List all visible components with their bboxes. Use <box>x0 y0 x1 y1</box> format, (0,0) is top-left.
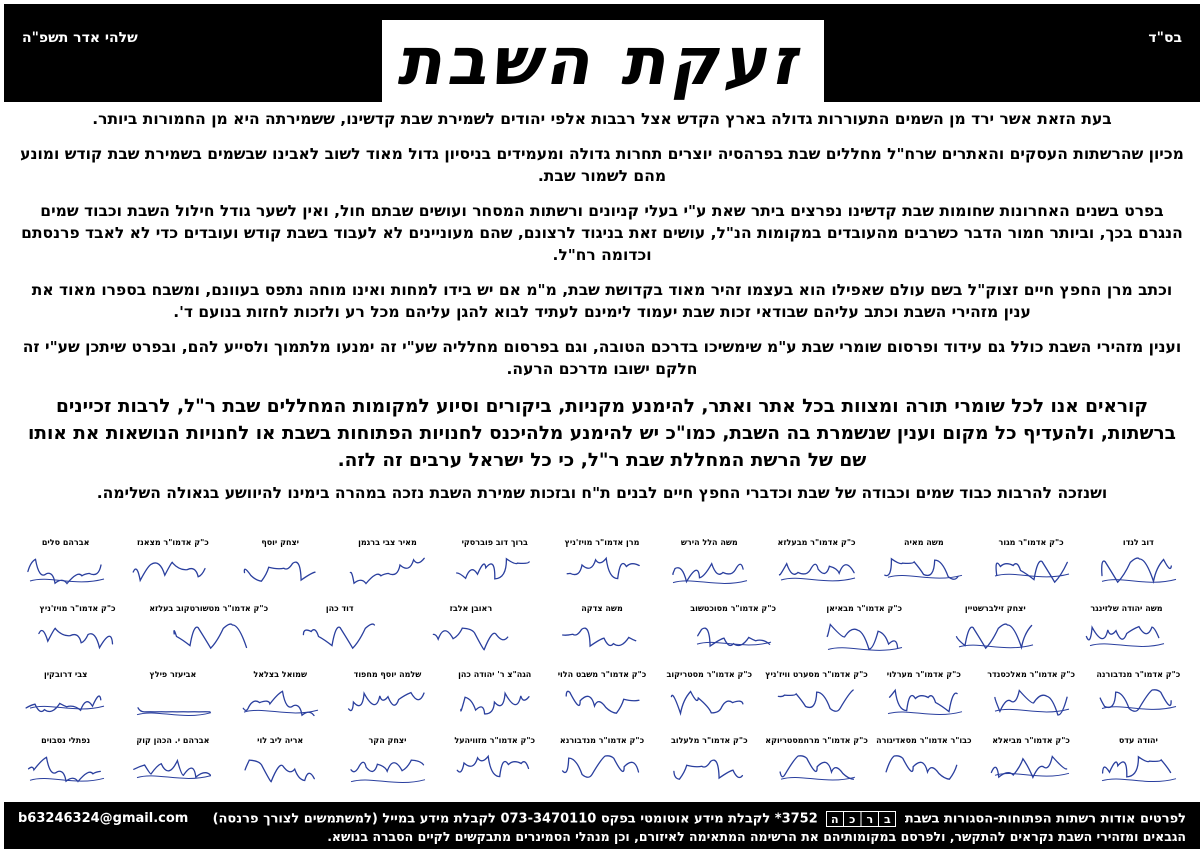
badge-letter: כ <box>849 813 856 826</box>
signer-name: כ"ק אדמו"ר מזוויהעל <box>454 736 536 745</box>
signature <box>870 736 977 796</box>
signature <box>536 604 667 664</box>
signer-name: יצחק יוסף <box>261 538 300 547</box>
handwritten-signature-icon <box>449 748 541 788</box>
handwritten-signature-icon <box>1092 748 1184 788</box>
signature <box>227 538 334 598</box>
signer-name: כ"ק אדמו"ר מערלוי <box>886 670 961 679</box>
paragraph: וענין מזהירי השבת כולל גם עידוד ופרסום שומרי שבת ע"מ שימשיכו בדרכם הטובה, וגם בפרסום מחלליה שע"י זה ימנעו מלתמוך ולסייע להם, ובפרט שיתכן שע"י זה חלקם ישובו מדרכם הרעה. <box>22 338 1182 378</box>
signature <box>656 538 763 598</box>
handwritten-signature-icon <box>127 550 219 590</box>
footer-code: 3752* <box>774 811 818 827</box>
handwritten-signature-icon <box>556 682 648 722</box>
closing-line: ושנזכה להרבות כבוד שמים וכבודה של שבת וכדברי החפץ חיים לבנים ת"ח ובזכות שמירת השבת נזכה במהרה בימינו להיוושע בגאולה השלימה. <box>96 484 1108 502</box>
signer-name: אריה ליב לוי <box>257 736 304 745</box>
signature <box>143 604 274 664</box>
signer-name: אברהם י. הכהן קוק <box>136 736 210 745</box>
signer-name: שמואל בצלאל <box>253 670 308 679</box>
footer-intro: לפרטים אודות רשתות הפתוחות-הסגורות בשבת <box>904 811 1186 827</box>
handwritten-signature-icon <box>32 616 124 656</box>
signer-name: כ"ק אדמו"ר מנדבורנה <box>1096 670 1181 679</box>
signature <box>870 538 977 598</box>
badge-letter: ב <box>884 813 891 826</box>
signer-name: ראובן אלבז <box>449 604 493 613</box>
signature <box>656 736 763 796</box>
signature-row <box>12 538 1192 598</box>
handwritten-signature-icon <box>20 550 112 590</box>
handwritten-signature-icon <box>163 616 255 656</box>
handwritten-signature-icon <box>818 616 910 656</box>
handwritten-signature-icon <box>1092 550 1184 590</box>
body-text <box>18 108 1186 504</box>
signature <box>1085 736 1192 796</box>
handwritten-signature-icon <box>449 682 541 722</box>
signature-row <box>12 736 1192 796</box>
footer-note: הגבאים ומזהירי השבת נקראים להתקשר, ולפרסם במקומותיהם את הרשימה המתאימה לאיזורם, וכן מנהלי הסמינרים מתבקשים לקיים הסברה בנושא. <box>327 829 1186 844</box>
signer-name: נפתלי נסבוים <box>41 736 91 745</box>
signature <box>763 736 870 796</box>
signature <box>656 670 763 730</box>
signer-name: כ"ק אדמו"ר מלעלוב <box>670 736 748 745</box>
handwritten-signature-icon <box>878 682 970 722</box>
signature <box>548 736 655 796</box>
signature <box>763 538 870 598</box>
signature <box>334 736 441 796</box>
paragraph: בפרט בשנים האחרונות שחומות שבת קדשינו נפרצים ביתר שאת ע"י בעלי קניונים ורשתות המסחר ועושים שבתם חול, ואין לשער גודל חילול השבת וכבוד שמים הנגרם בכך, וביותר חמור הדבר כשרבים מהעובדים במקומות הנ"ל, עושים זאת בניגוד לרצונם, שהם מעוניינים לא לעבוד בשבת קודש ועובדים כדי לא לאבד פרנסתם וכדומה רח"ל. <box>21 202 1183 264</box>
handwritten-signature-icon <box>425 616 517 656</box>
handwritten-signature-icon <box>127 748 219 788</box>
handwritten-signature-icon <box>687 616 779 656</box>
signer-name: משה מאיה <box>904 538 944 547</box>
signature <box>930 604 1061 664</box>
signer-name: כ"ק אדמו"ר מסטריקוב <box>666 670 753 679</box>
handwritten-signature-icon <box>20 682 112 722</box>
handwritten-signature-icon <box>234 550 326 590</box>
signer-name: משה צדקה <box>581 604 623 613</box>
paragraph: וכתב מרן החפץ חיים זצוק"ל בשם עולם שאפילו הוא בעצמו זהיר מאוד בקדושת שבת, מ"מ אם יש בידו למחות ואינו מוחה נתפס בעוונם, ומשבח בספרו מאוד את ענין מזהירי השבת וכתב עליהם שבודאי זכות שבת יעמוד לימינם לעתיד לבוא להגן עליהם מכל רע ולזכות לחזות בנועם ד'. <box>31 281 1173 321</box>
signature <box>1085 538 1192 598</box>
footer-email-link[interactable]: b63246324@gmail.com <box>18 811 189 826</box>
handwritten-signature-icon <box>771 748 863 788</box>
signature <box>274 604 405 664</box>
signer-name: כ"ק אדמו"ר מביאלא <box>992 736 1070 745</box>
paragraph: בעת הזאת אשר ירד מן השמים התעוררות גדולה בארץ הקדש אצל רבבות אלפי יהודים לשמירת שבת קדשינו, ששמירתה היא מן החמורות ביותר. <box>92 110 1112 128</box>
handwritten-signature-icon <box>663 748 755 788</box>
signature <box>977 538 1084 598</box>
page-title: זעקת השבת <box>394 23 812 100</box>
signer-name: כ"ק אדמו"ר מסוכטשוב <box>690 604 777 613</box>
handwritten-signature-icon <box>771 550 863 590</box>
signer-name: משה יהודה שלזינגר <box>1090 604 1163 613</box>
signer-name: מרן אדמו"ר מויז'ניץ <box>564 538 640 547</box>
handwritten-signature-icon <box>663 682 755 722</box>
signature <box>977 736 1084 796</box>
signature <box>12 538 119 598</box>
handwritten-signature-icon <box>20 748 112 788</box>
signature <box>1061 604 1192 664</box>
signature <box>119 538 226 598</box>
kosher-badge-icon <box>826 811 896 827</box>
signatures-block <box>12 538 1192 802</box>
signer-name: אביעזר פילץ <box>149 670 197 679</box>
header-date: שלהי אדר תשפ"ה <box>22 30 138 46</box>
signature <box>1085 670 1192 730</box>
paragraph: מכיון שהרשתות העסקים והאתרים שרח"ל מחללים שבת בפרהסיה יוצרים תחרות גדולה ומעמידים בניסיון גדול מאוד לשוב לאבינו שבשמים בשמירת שבת קודש ומונע מהם לשמור שבת. <box>20 145 1184 185</box>
signature <box>227 736 334 796</box>
signer-name: כ"ק אדמו"ר מצאנז <box>136 538 209 547</box>
signer-name: הגה"צ ר' יהודה כהן <box>458 670 532 679</box>
signer-name: כ"ק אדמו"ר מטשורטקוב בעלזא <box>149 604 269 613</box>
handwritten-signature-icon <box>663 550 755 590</box>
signer-name: ברוך דוב פוברסקי <box>461 538 528 547</box>
signer-name: כ"ק אדמו"ר מויז'ניץ <box>39 604 116 613</box>
handwritten-signature-icon <box>234 682 326 722</box>
bsd-mark: בס"ד <box>1148 30 1182 46</box>
signer-name: כ"ק אדמו"ר מאלכסנדר <box>987 670 1075 679</box>
signer-name: משה הלל הירש <box>680 538 738 547</box>
handwritten-signature-icon <box>771 682 863 722</box>
ad-page <box>4 4 1200 849</box>
signature <box>763 670 870 730</box>
signer-name: שלמה יוסף מחפוד <box>353 670 422 679</box>
handwritten-signature-icon <box>1092 682 1184 722</box>
handwritten-signature-icon <box>341 748 433 788</box>
handwritten-signature-icon <box>985 682 1077 722</box>
handwritten-signature-icon <box>878 748 970 788</box>
signer-name: כ"ק אדמו"ר מנדבורנא <box>559 736 645 745</box>
signature <box>548 538 655 598</box>
handwritten-signature-icon <box>1080 616 1172 656</box>
handwritten-signature-icon <box>556 748 648 788</box>
handwritten-signature-icon <box>949 616 1041 656</box>
signature <box>12 604 143 664</box>
handwritten-signature-icon <box>449 550 541 590</box>
title-box <box>382 20 824 104</box>
signature <box>12 670 119 730</box>
handwritten-signature-icon <box>127 682 219 722</box>
signature <box>441 538 548 598</box>
signer-name: דוד כהן <box>325 604 354 613</box>
signature <box>119 670 226 730</box>
handwritten-signature-icon <box>985 550 1077 590</box>
signature <box>405 604 536 664</box>
footer-contact-line <box>213 811 1186 827</box>
signer-name: יצחק הקר <box>368 736 407 745</box>
signer-name: כ"ק אדמו"ר מסערט וויז'ניץ <box>765 670 868 679</box>
signer-name: מאיר צבי ברגמן <box>358 538 417 547</box>
handwritten-signature-icon <box>341 550 433 590</box>
signature <box>227 670 334 730</box>
handwritten-signature-icon <box>341 682 433 722</box>
badge-letter: ה <box>831 813 839 826</box>
footer-fax-info: לקבלת מידע אוטומטי בפקס 073-3470110 לקבלת מידע במייל (למשתמשים לצורך פרנסה) <box>212 811 771 827</box>
signer-name: כ"ק אדמו"ר מגור <box>998 538 1064 547</box>
handwritten-signature-icon <box>556 616 648 656</box>
handwritten-signature-icon <box>556 550 648 590</box>
signature <box>977 670 1084 730</box>
signer-name: אברהם סלים <box>41 538 90 547</box>
signer-name: כבו"ר אדמו"ר מסאדיגורה <box>876 736 972 745</box>
signer-name: כ"ק אדמו"ר משבט הלוי <box>557 670 647 679</box>
badge-letter: ר <box>866 813 874 826</box>
signature-row <box>12 604 1192 664</box>
handwritten-signature-icon <box>985 748 1077 788</box>
signer-name: כ"ק אדמו"ר מבאיאן <box>826 604 903 613</box>
signer-name: דוב לנדו <box>1122 538 1154 547</box>
signer-name: כ"ק אדמו"ר מבעלזא <box>777 538 856 547</box>
signature <box>548 670 655 730</box>
handwritten-signature-icon <box>878 550 970 590</box>
signer-name: כ"ק אדמו"ר מרחמסטריוקא <box>765 736 868 745</box>
header-banner <box>4 4 1200 102</box>
signer-name: יהודה עדס <box>1118 736 1158 745</box>
signature <box>334 670 441 730</box>
signature <box>799 604 930 664</box>
footer-banner <box>4 802 1200 849</box>
handwritten-signature-icon <box>294 616 386 656</box>
signature <box>12 736 119 796</box>
signature <box>334 538 441 598</box>
signer-name: יצחק זילברשטיין <box>964 604 1026 613</box>
call-to-action: קוראים אנו לכל שומרי תורה ומצוות בכל אתר ואתר, להימנע מקניות, ביקורים וסיוע למקומות המחללים שבת ר"ל, לרבות זכיינים ברשתות, ולהעדיף כל מקום וענין שנשמרת בה השבת, כמו"כ יש להימנע מלהיכנס לחנויות הפתוחות בשבת או לחנויות הנושאות את אותו שם של הרשת המחללת שבת ר"ל, כי כל ישראל ערבים זה לזה. <box>28 396 1176 471</box>
signature-row <box>12 670 1192 730</box>
signer-name: צבי דרובקין <box>43 670 88 679</box>
signature <box>119 736 226 796</box>
signature <box>870 670 977 730</box>
signature <box>668 604 799 664</box>
signature <box>441 670 548 730</box>
handwritten-signature-icon <box>234 748 326 788</box>
signature <box>441 736 548 796</box>
